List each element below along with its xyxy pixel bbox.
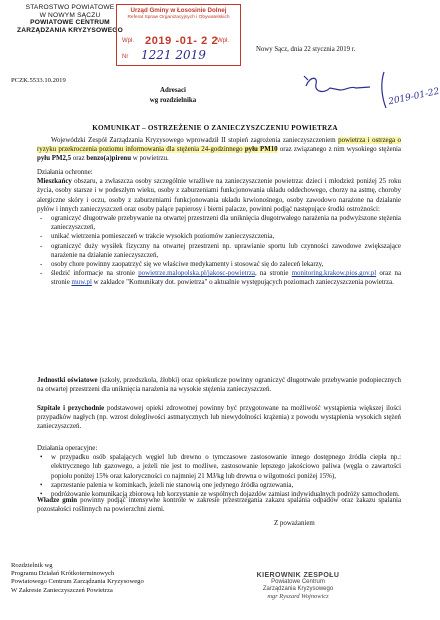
- org-line-3: POWIATOWE CENTRUM: [30, 19, 110, 27]
- links-pre: śledzić informacje na stronie: [51, 270, 139, 278]
- place-date: Nowy Sącz, dnia 22 stycznia 2019 r.: [256, 46, 356, 53]
- stamp-office: Urząd Gminy w Łososinie Dolnej: [130, 7, 227, 14]
- org-line-4: ZARZĄDZANIA KRYZYSOWEGO: [17, 26, 123, 34]
- stamp-handwritten-number: 1221 2019: [141, 48, 206, 62]
- greeting: Z poważaniem: [274, 520, 315, 527]
- links-post: w zakładce "Komunikaty dot. powietrza" o aktualnie występujących poziomach zanieczyszczenia powietrza.: [91, 279, 394, 287]
- signature-title: KIEROWNIK ZESPOŁU: [256, 572, 340, 579]
- protective-heading: Działania ochronne:: [37, 169, 93, 176]
- signature-name: mgr Ryszard Wojnowicz: [267, 593, 329, 600]
- clinics-bold: Szpitale i przychodnie: [37, 405, 105, 412]
- addressees-block: [128, 86, 218, 106]
- intro-pm25: pyłu PM2,5: [37, 155, 72, 163]
- stamp-subtitle: Referat Spraw Organizacyjnych i Obywatelskich: [127, 15, 230, 20]
- link-muw[interactable]: muw.pl: [71, 279, 92, 287]
- intro-text-2: powietrza i ostrzega o ryzyku przekroczenia poziomu informowania dla stężenia 24-godzinnego: [37, 137, 402, 154]
- intro-text-4: oraz: [71, 155, 87, 163]
- distribution-line-3: W Zakresie Zanieczyszczeń Powietrza: [11, 586, 113, 594]
- addressees-sublabel: wg rozdzielnika: [149, 97, 197, 105]
- intro-text-3: oraz związanego z nim wysokiego stężenia: [277, 146, 401, 154]
- received-stamp: [116, 4, 241, 66]
- operational-heading: Działania operacyjne:: [37, 445, 98, 452]
- reference-number: PCZK.5533.10.2019: [11, 77, 66, 84]
- signature-stamp: [248, 572, 348, 600]
- distribution-label: Rozdzielnik wg: [11, 562, 53, 569]
- closing-bold: Władze gmin: [37, 497, 78, 504]
- link-monitoring[interactable]: monitoring.krakow.pios.gov.pl: [291, 270, 377, 278]
- education-text: (szkoły, przedszkola, żłobki) oraz opiekuńcze powinny ograniczyć długotrwałe przebywanie podopiecznych na otwartej przestrzeni dla uniknięcia narażenia na wysokie stężenia zanieczyszczeń.: [37, 377, 402, 394]
- signature-line-2: Zarządzania Kryzysowego: [262, 586, 334, 592]
- list-item: - ograniczyć duży wysiłek fizyczny na otwartej przestrzeni np. uprawianie sportu lub czynności zawodowe zwiększające narażenie na działanie zanieczyszczeń,: [37, 242, 401, 260]
- protective-list: [37, 214, 401, 288]
- intro-paragraph: [37, 136, 401, 164]
- protective-section: [37, 168, 401, 288]
- clinics-text: podstawowej opieki zdrowotnej powinny być przygotowane na możliwość wystąpienia większej ilości przypadków nagłych (np. wzrost dolegliwości astmatycznych lub niewydolności krążenia) z powodu wystąpienia wysokich stężeń zanieczyszczeń.: [37, 405, 402, 431]
- distribution-list: [11, 562, 144, 595]
- list-item: • w przypadku osób spalających węgiel lub drewno o tymczasowe zastosowanie innego dostępnego źródła ciepła np.: elektrycznego lub gazowego, a jeżeli nie jest to możliwe, zastosowanie lepszego jakościowo paliwa (węgla o zawartości popiołu poniżej 15% oraz kaloryczności co najmniej 21 MJ/kg lub drewna o wilgotności poniżej 15%),: [37, 453, 401, 481]
- distribution-line-1: Programu Działań Krótkoterminowych: [11, 570, 115, 578]
- closing-paragraph: [37, 496, 401, 514]
- intro-text-1: Wojewódzki Zespół Zarządzania Kryzysowego wprowadził II stopień zagrożenia zanieczyszczeniem: [51, 137, 339, 144]
- list-item: • podróżowanie komunikacją zbiorową lub korzystanie ze wspólnych dojazdów zamiast indywidualnych podróży samochodem.: [37, 490, 401, 499]
- handwritten-date: 2019-01-22: [387, 86, 440, 108]
- document-title: KOMUNIKAT – OSTRZEŻENIE O ZANIECZYSZCZENIU POWIETRZA: [92, 124, 338, 132]
- list-item: - ograniczyć długotrwałe przebywanie na otwartej przestrzeni dla uniknięcia długotrwałego narażenia na podwyższone stężenia zanieczyszczeń,: [37, 214, 401, 232]
- protective-lead-text: obszaru, a zwłaszcza osoby szczególnie wrażliwe na zanieczyszczenie powietrza: dzieci i młodzież poniżej 25 roku życia, osoby starsze i w podeszłym wieku, osoby z zaburzeniami funkcjonowania układu oddechowego, chorzy na astmę, choroby alergiczne skóry i oczu, osoby z zaburzeniami funkcjonowania układu krwionośnego, osoby zawodowo narażone na działanie pyłów i innych zanieczyszczeń oraz osoby palące papierosy i bierni palacze, powinni podjąć następujące środki ostrożności:: [37, 178, 401, 213]
- protective-lead-bold: Mieszkańcy: [37, 178, 72, 186]
- stamp-number-label: Nr: [122, 54, 129, 60]
- links-mid2: oraz na stronie: [51, 270, 402, 287]
- stamp-received-label: Wpł.: [122, 38, 134, 44]
- org-line-2: W NOWYM SĄCZU: [39, 11, 101, 19]
- links-mid: , na stronie: [254, 270, 292, 278]
- org-line-1: STAROSTWO POWIATOWE: [25, 4, 115, 11]
- handwritten-note: [300, 64, 440, 128]
- signature-line-1: Powiatowe Centrum: [271, 579, 325, 585]
- list-item-links: [37, 269, 401, 287]
- stamp-pages-label: Wpł.: [217, 38, 229, 44]
- intro-text-5: w powietrzu.: [131, 155, 169, 163]
- list-item: • zaprzestanie palenia w kominkach, jeżeli nie stanowią one jedynego źródła ogrzewania,: [37, 481, 401, 490]
- link-malopolska[interactable]: powietrze.malopolska.pl/jakosc-powietrza: [138, 270, 255, 278]
- list-item: - osoby chore powinny zaopatrzyć się we właściwe medykamenty i stosować się do zaleceń lekarzy,: [37, 260, 401, 269]
- education-bold: Jednostki oświatowe: [37, 377, 98, 384]
- addressees-label: Adresaci: [160, 87, 186, 94]
- intro-benzo: benzo(a)pirenu: [86, 155, 132, 163]
- list-item: - unikać wietrzenia pomieszczeń w trakcie wysokich poziomów zanieczyszczenia,: [37, 232, 401, 241]
- intro-pm10: pyłu PM10: [244, 146, 278, 154]
- stamp-date: 2019 -01- 2 2: [145, 35, 219, 47]
- operational-section: [37, 444, 401, 499]
- clinics-paragraph: [37, 404, 401, 432]
- protective-lead: [37, 177, 401, 214]
- org-header: [10, 4, 130, 34]
- education-paragraph: [37, 376, 401, 394]
- distribution-line-2: Powiatowego Centrum Zarządzania Kryzysowego: [11, 578, 144, 586]
- closing-text: powinny podjąć intensywne kontrole w zakresie przestrzegania zakazu spalania odpadów oraz zakazu spalania pozostałości roślinnych na powierzchni ziemi.: [37, 497, 402, 514]
- operational-list: [37, 453, 401, 499]
